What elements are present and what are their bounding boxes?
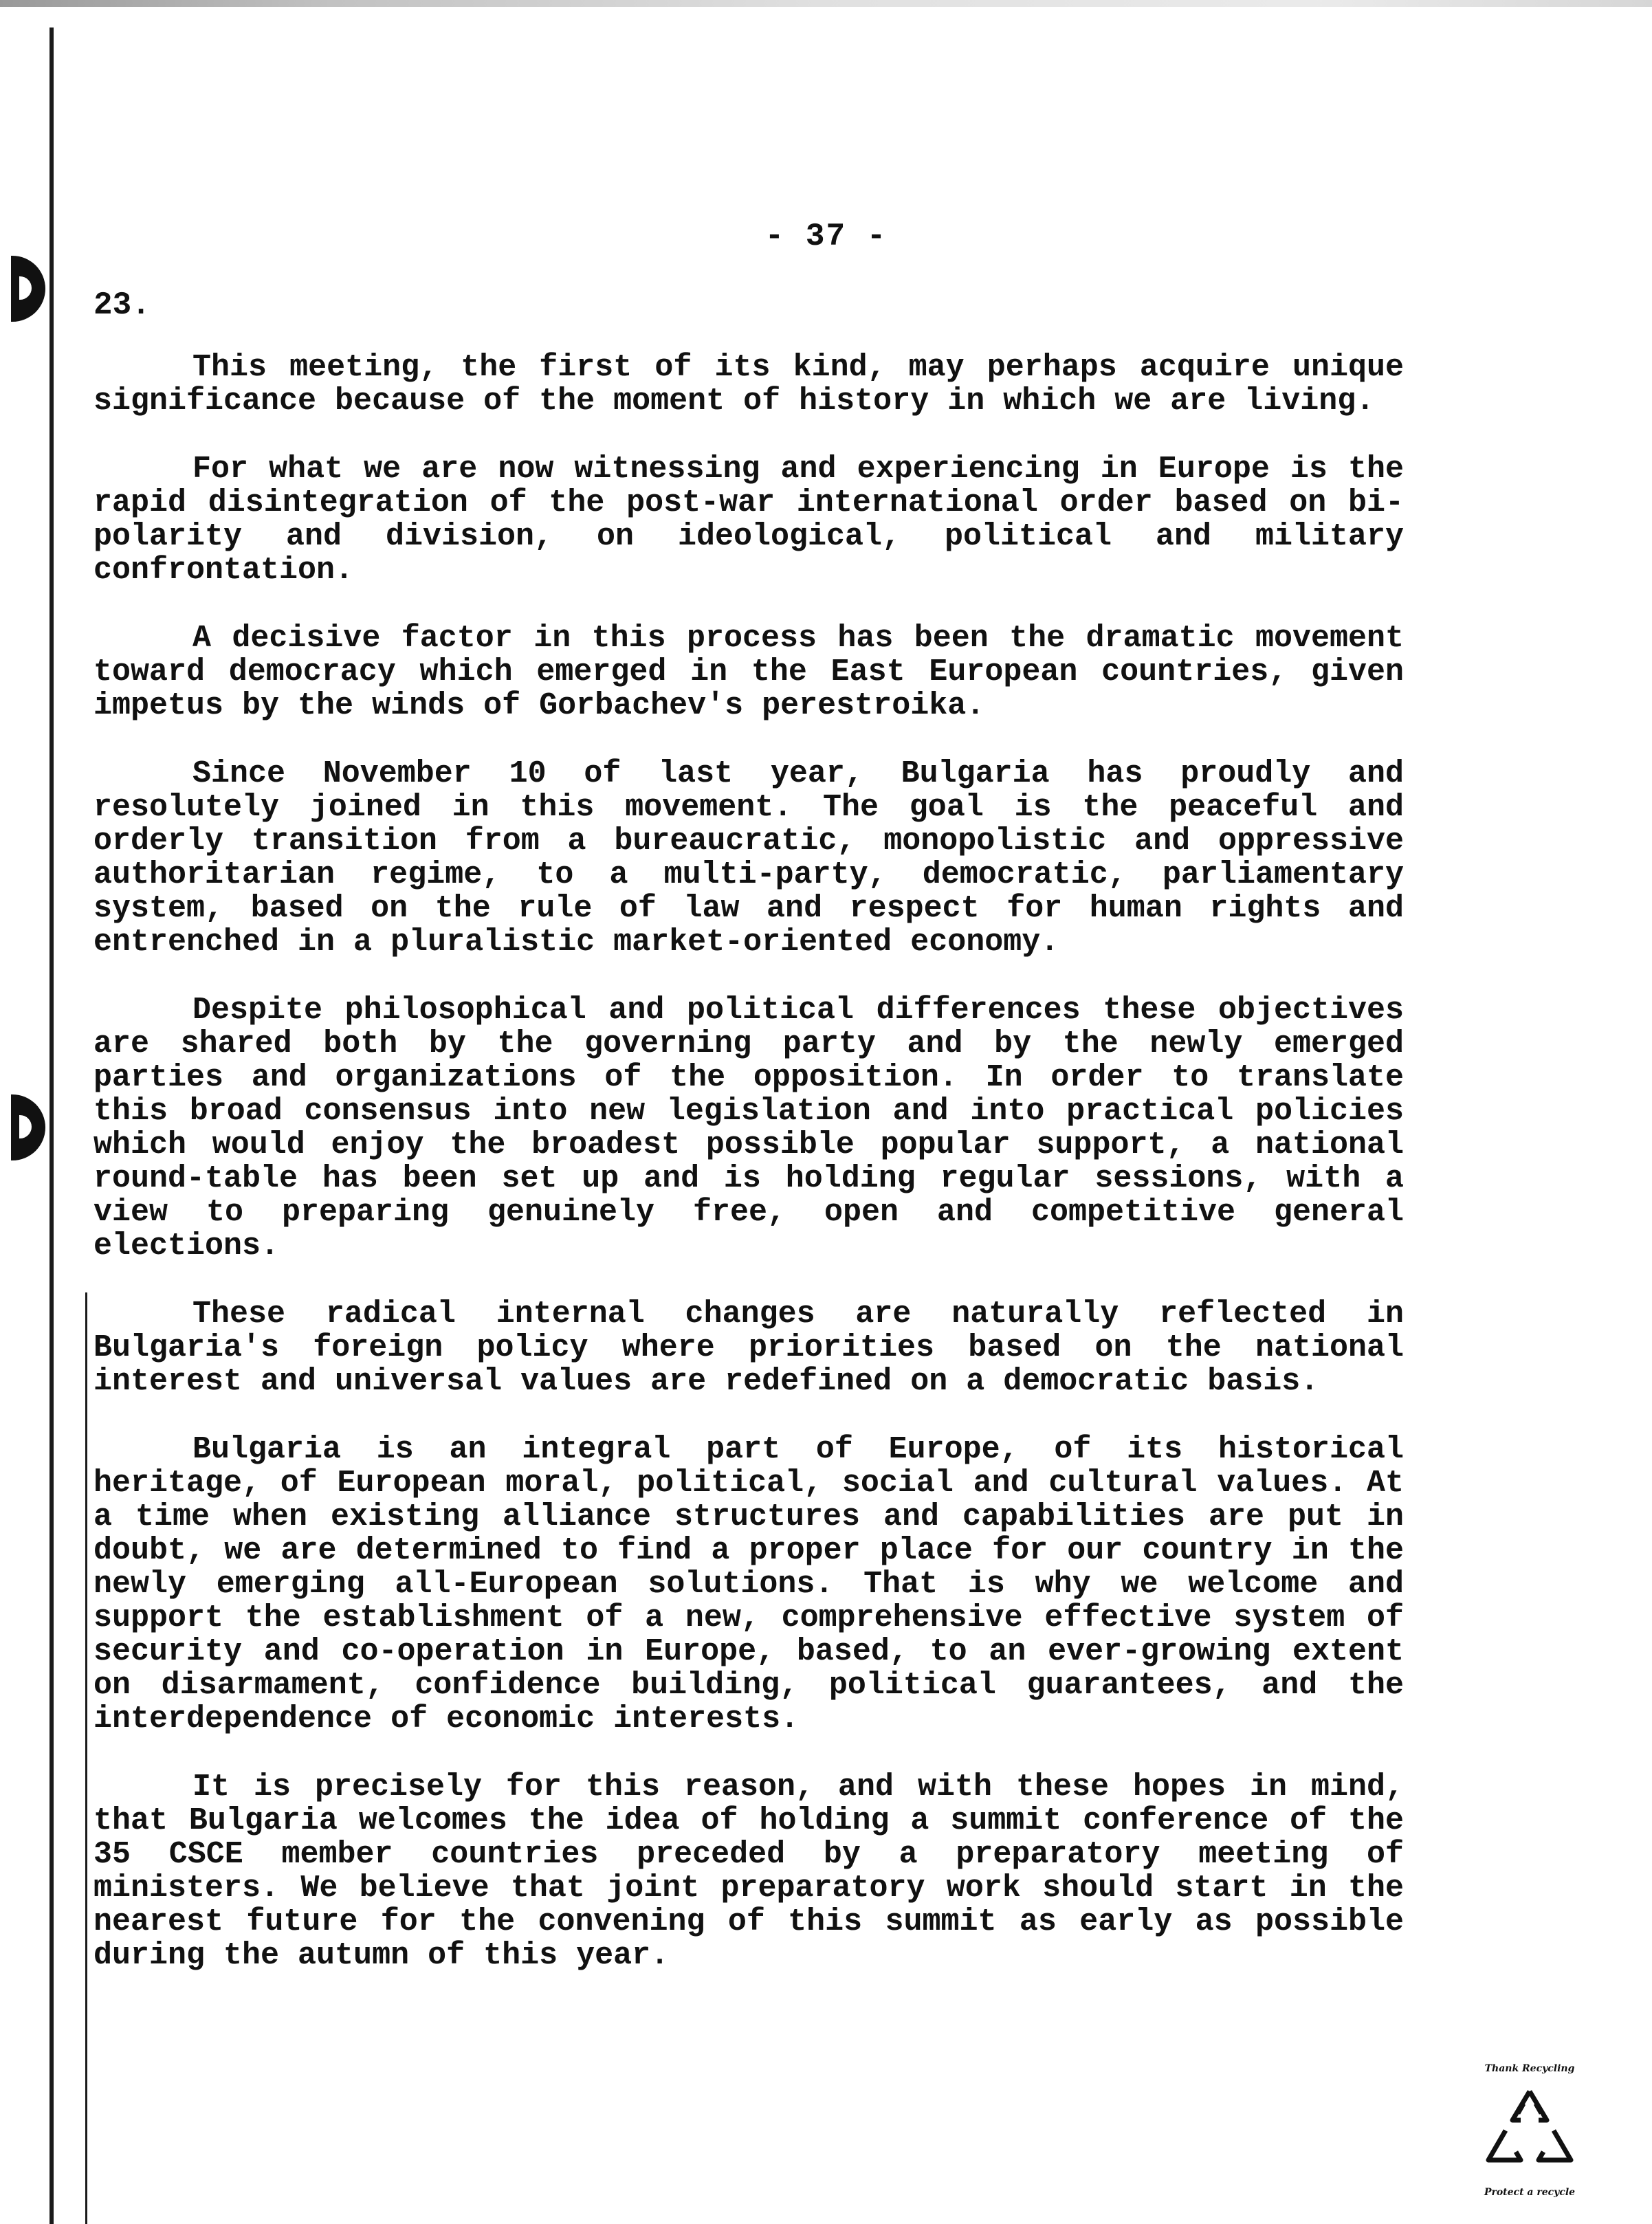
- recycle-caption-top: Thank Recycling: [1484, 2063, 1575, 2074]
- punch-hole-mark: [11, 1094, 45, 1160]
- binding-edge-line-inner: [85, 1292, 87, 2224]
- punch-hole-mark: [11, 256, 45, 322]
- paragraph: It is precisely for this reason, and with these hopes in mind, that Bulgaria welcomes the idea of holding a summit conference of the 35 CSCE member countries preceded by a preparatory meeting of ministers. We believe that joint preparatory work should start in the nearest future for the convening of this summit as early as possible during the autumn of this year.: [93, 1770, 1404, 1973]
- paragraph: Bulgaria is an integral part of Europe, of its historical heritage, of European moral, political, social and cultural values. At a time when existing alliance structures and capabilities are put in doubt, we are determined to find a proper place for our country in the newly emerging all-European solutions. That is why we welcome and support the establishment of a new, comprehensive effective system of security and co-operation in Europe, based, to an ever-growing extent on disarmament, confidence building, political guarantees, and the interdependence of economic interests.: [93, 1432, 1404, 1737]
- recycle-icon: [1478, 2079, 1581, 2182]
- scan-top-edge: [0, 0, 1652, 7]
- binding-edge-line: [49, 27, 54, 2224]
- paragraph: A decisive factor in this process has been the dramatic movement toward democracy which emerged in the East European countries, given impetus by the winds of Gorbachev's perestroika.: [93, 621, 1404, 723]
- recycle-logo: [1471, 2062, 1588, 2214]
- recycle-caption-bottom: Protect a recycle: [1484, 2187, 1576, 2198]
- paragraph: Since November 10 of last year, Bulgaria has proudly and resolutely joined in this movement. The goal is the peaceful and orderly transition from a bureaucratic, monopolistic and oppressive authoritarian regime, to a multi-party, democratic, parliamentary system, based on the rule of law and respect for human rights and entrenched in a pluralistic market-oriented economy.: [93, 756, 1404, 960]
- paragraph: This meeting, the first of its kind, may perhaps acquire unique significance because of the moment of history in which we are living.: [93, 350, 1404, 419]
- item-number: 23.: [93, 287, 151, 323]
- body-text: [93, 351, 1404, 2007]
- paragraph: These radical internal changes are naturally reflected in Bulgaria's foreign policy where priorities based on the national interest and universal values are redefined on a democratic basis.: [93, 1297, 1404, 1399]
- page-number: - 37 -: [764, 219, 888, 254]
- paragraph: Despite philosophical and political differences these objectives are shared both by the governing party and by the newly emerged parties and organizations of the opposition. In order to translate this broad consensus into new legislation and into practical policies which would enjoy the broadest possible popular support, a national round-table has been set up and is holding regular sessions, with a view to preparing genuinely free, open and competitive general elections.: [93, 993, 1404, 1264]
- paragraph: For what we are now witnessing and experiencing in Europe is the rapid disintegration of the post-war international order based on bi-polarity and division, on ideological, political and military confrontation.: [93, 452, 1404, 588]
